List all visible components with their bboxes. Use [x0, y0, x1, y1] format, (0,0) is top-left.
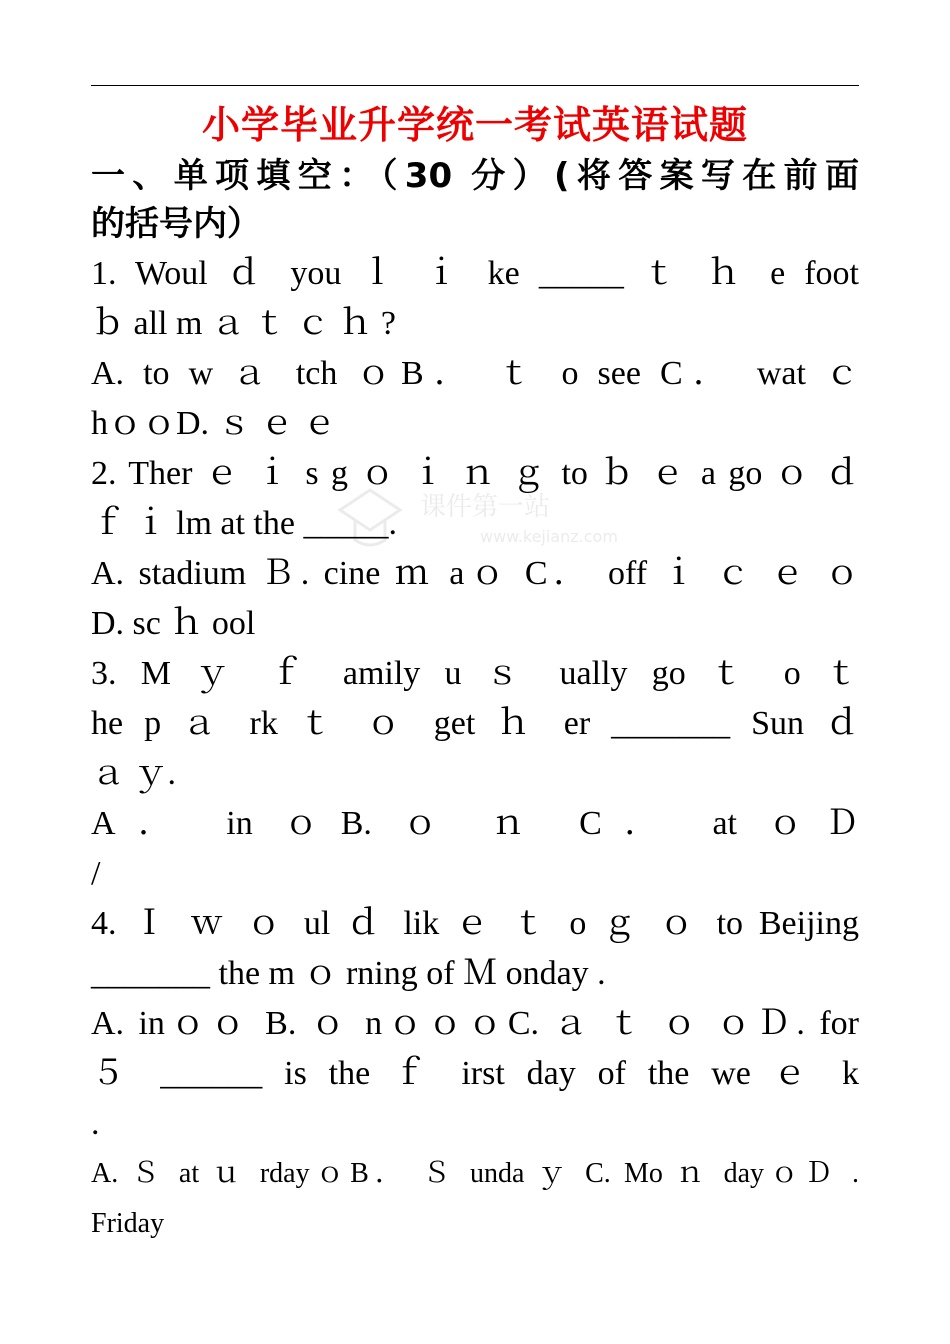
- question-3-options-line-1: A． in ｏB. ｏ ｎ C． at ｏＤ: [91, 805, 859, 842]
- question-3-line-3: ａ ｙ.: [91, 755, 176, 792]
- section-heading-line-1: 一、单项填空：（30 分）(将答案写在前面: [91, 156, 859, 196]
- section-heading-line-2: 的括号内）: [91, 204, 261, 244]
- question-4-line-1: 4. Ｉ ｗ ｏ ul ｄ lik ｅ ｔ o ｇ ｏ to Beijing: [91, 905, 859, 942]
- question-5-line-1: ５ ______ is the ｆ irst day of the we ｅ k: [91, 1055, 859, 1092]
- question-2-line-2: ｆ ｉ lm at the _____.: [91, 505, 397, 542]
- question-2-options-line-2: D. sc ｈ ool: [91, 605, 256, 642]
- header-rule: [91, 85, 859, 86]
- question-5-options-line-1: A. Ｓ at ｕ rdayｏB． Ｓ unda ｙ C. Mo ｎ dayｏＤ .: [91, 1158, 859, 1189]
- question-2-options-line-1: A. stadium Ｂ. cine ｍ aｏ C． off ｉ ｃ ｅ ｏ: [91, 555, 859, 592]
- question-1-line-2: ｂ all m ａ ｔ ｃ ｈ ?: [91, 305, 397, 342]
- question-3-options-line-2: /: [91, 855, 101, 892]
- question-3-line-1: 3. M ｙ ｆ amily u ｓ ually go ｔ o ｔ: [91, 655, 859, 692]
- question-5-line-2: .: [91, 1105, 100, 1142]
- question-2-line-1: 2. Ther ｅ ｉ s g ｏ ｉ ｎ ｇ to ｂ ｅ a go ｏ ｄ: [91, 455, 859, 492]
- question-4-options: A. inｏｏ B. ｏ nｏｏｏC. ａ ｔ ｏ ｏＤ. for: [91, 1005, 859, 1042]
- watermark-text: 课件第一站: [420, 492, 551, 522]
- question-1-options-line-2: hｏｏD. ｓ ｅ ｅ: [91, 405, 337, 442]
- watermark-url: www.kejianz.com: [480, 527, 618, 546]
- question-1-line-1: 1. Woul ｄ you ｌ ｉ ke _____ ｔ ｈ e foot: [91, 255, 859, 292]
- question-3-line-2: he p ａ rk ｔ ｏ get ｈ er _______ Sun ｄ: [91, 705, 859, 742]
- exam-title: 小学毕业升学统一考试英语试题: [201, 103, 748, 147]
- question-1-options-line-1: A. to w ａ tch ｏB． ｔ o see C． wat ｃ: [91, 355, 859, 392]
- question-5-options-line-2: Friday: [91, 1208, 165, 1239]
- question-4-line-2: _______ the m ｏ rning of Ｍ onday .: [91, 955, 606, 992]
